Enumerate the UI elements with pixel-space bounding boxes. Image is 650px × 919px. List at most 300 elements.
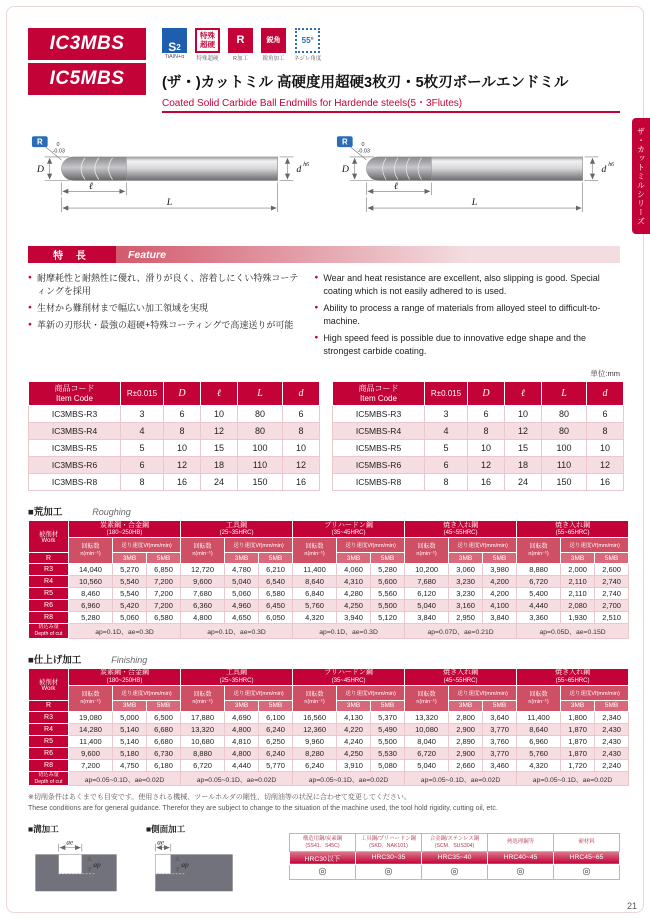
value-cell: 4,060 — [337, 564, 371, 576]
table-row — [29, 711, 629, 723]
ap-label: ap — [93, 860, 101, 869]
value-cell: 8 — [164, 423, 201, 440]
shank-section — [431, 157, 582, 181]
value-cell: 4,750 — [113, 759, 147, 771]
value-cell: 14,280 — [69, 723, 113, 735]
table-row — [29, 423, 320, 440]
value-cell: 4,310 — [337, 576, 371, 588]
value-cell: 4,320 — [517, 759, 561, 771]
value-cell: 4,800 — [225, 723, 259, 735]
page-title: (ザ・)カットミル 高硬度用超硬3枚刃・5枚刃ボールエンドミル — [162, 75, 569, 91]
row-label-cell: R8 — [29, 759, 69, 771]
value-cell: 4 — [425, 423, 468, 440]
dim-label-h6: h6 — [608, 161, 615, 168]
d-header: d — [587, 382, 624, 406]
condition-notes — [28, 793, 620, 815]
r-machining-caption: R加工 — [233, 56, 248, 62]
series-code-ic5mbs: IC5MBS — [28, 63, 146, 95]
feature-list-jp — [28, 272, 300, 362]
value-cell: 2,510 — [595, 612, 629, 624]
mb5-header: 5MB — [147, 700, 181, 711]
value-cell: 12 — [505, 423, 542, 440]
carbide-line2: 超硬 — [200, 39, 215, 49]
page-subtitle: Coated Solid Carbide Ball Endmills for Hardende steels(5・3Flutes) — [162, 94, 620, 113]
feature-item: ● High speed feed is possible due to innovative edge shape and the strongest carbide coating. — [314, 332, 620, 358]
value-cell: 8,640 — [517, 723, 561, 735]
value-cell: 5,140 — [113, 723, 147, 735]
value-cell: 8,040 — [405, 735, 449, 747]
row-label-cell: R6 — [29, 600, 69, 612]
value-cell: 2,000 — [561, 564, 595, 576]
rpm-feed-row — [29, 685, 629, 700]
value-cell: 4,440 — [225, 759, 259, 771]
mb3-header: 3MB — [225, 700, 259, 711]
row-label-cell: R4 — [29, 576, 69, 588]
mb3-header: 3MB — [337, 553, 371, 564]
material-group-header: 焼き入れ鋼 (55~65HRC) — [517, 521, 629, 538]
value-cell: 3 — [425, 406, 468, 423]
ap-label: ap — [181, 860, 189, 869]
value-cell: 5,540 — [113, 576, 147, 588]
value-cell: 11,400 — [293, 564, 337, 576]
value-cell: 5,060 — [225, 588, 259, 600]
tolerance-lower: -0.03 — [357, 148, 370, 155]
value-cell: 10 — [587, 440, 624, 457]
value-cell: 7,200 — [69, 759, 113, 771]
L-header: L — [542, 382, 587, 406]
r-tag-label: R — [341, 137, 348, 147]
value-cell: 80 — [542, 423, 587, 440]
dim-label-d: d — [296, 164, 302, 176]
value-cell: 11,400 — [517, 711, 561, 723]
L-header: L — [238, 382, 283, 406]
value-cell: 5,760 — [293, 600, 337, 612]
feed-header: 送り速度Vf(mm/min) — [561, 538, 629, 553]
value-cell: 10,680 — [181, 735, 225, 747]
depth-of-cut-row — [29, 624, 629, 639]
mb5-header: 5MB — [483, 700, 517, 711]
value-cell: 5 — [425, 440, 468, 457]
row-label-cell: R5 — [29, 588, 69, 600]
table-row — [333, 406, 624, 423]
spec-tables — [28, 381, 620, 491]
dim-label-D: D — [341, 164, 349, 176]
feature-item: ● Wear and heat resistance are excellent, also slipping is good. Special coating which is not easily adhered to is used. — [314, 272, 620, 298]
mb5-header: 5MB — [371, 553, 405, 564]
value-cell: 24 — [505, 474, 542, 491]
value-cell: 6,250 — [259, 735, 293, 747]
value-cell: 2,110 — [561, 576, 595, 588]
dim-label-L: L — [471, 197, 478, 209]
value-cell: 6,240 — [259, 723, 293, 735]
value-cell: 3,940 — [337, 612, 371, 624]
value-cell: 4,800 — [181, 612, 225, 624]
value-cell: 14,040 — [69, 564, 113, 576]
value-cell: 6,720 — [405, 747, 449, 759]
item-code-header: 商品コード Item Code — [29, 382, 121, 406]
material-header: 構造用鋼/炭素鋼 (SS41、S45C) — [290, 833, 356, 851]
hardness-cell: HRC30以下 — [290, 851, 356, 864]
value-cell: 5,180 — [113, 747, 147, 759]
value-cell: 4,220 — [337, 723, 371, 735]
mb3-header: 3MB — [561, 700, 595, 711]
material-name-row — [290, 833, 620, 851]
feature-list-en — [314, 272, 620, 362]
hardness-cell: HRC40~45 — [488, 851, 554, 864]
groove-diagram-drawing — [28, 837, 124, 897]
value-cell: 4,250 — [337, 747, 371, 759]
value-cell: 2,900 — [449, 747, 483, 759]
value-cell: 5,040 — [405, 759, 449, 771]
value-cell: 3,230 — [449, 576, 483, 588]
ic5mbs-spec-body — [333, 406, 624, 491]
value-cell: 80 — [238, 423, 283, 440]
value-cell: 6,100 — [259, 711, 293, 723]
value-cell: 4,280 — [337, 588, 371, 600]
hardness-cell: HRC45~65 — [554, 851, 620, 864]
material-group-header: 工具鋼 (25~35HRC) — [181, 521, 293, 538]
value-cell: 4,240 — [337, 735, 371, 747]
value-cell: 10,200 — [405, 564, 449, 576]
value-cell: 6,680 — [147, 735, 181, 747]
value-cell: 7,680 — [405, 576, 449, 588]
spec-header-row — [29, 382, 320, 406]
value-cell: 8,280 — [293, 747, 337, 759]
value-cell: 2,240 — [595, 759, 629, 771]
table-row — [333, 474, 624, 491]
value-cell: 8 — [121, 474, 164, 491]
table-row — [29, 564, 629, 576]
endmill-drawing-3flute — [28, 135, 315, 228]
value-cell: 12 — [201, 423, 238, 440]
value-cell: 2,740 — [595, 576, 629, 588]
feature-lists — [28, 272, 620, 362]
value-cell: 4,690 — [225, 711, 259, 723]
value-cell: 3 — [121, 406, 164, 423]
value-cell: 5 — [121, 440, 164, 457]
mb5-header: 5MB — [259, 553, 293, 564]
value-cell: 6 — [468, 406, 505, 423]
series-side-tab: ザ・カットミルシリーズ — [632, 118, 650, 234]
mb3-header: 3MB — [449, 553, 483, 564]
ae-label: ae — [157, 838, 165, 847]
ic3mbs-spec-table — [28, 381, 320, 491]
value-cell: 3,770 — [483, 723, 517, 735]
r-header: R±0.015 — [425, 382, 468, 406]
value-cell: 1,800 — [561, 711, 595, 723]
value-cell: 10 — [201, 406, 238, 423]
rpm-header: 回転数 n(min⁻¹) — [517, 538, 561, 564]
value-cell: 18 — [201, 457, 238, 474]
value-cell: 4,100 — [483, 600, 517, 612]
value-cell: 13,320 — [405, 711, 449, 723]
carbide-icon-group — [195, 28, 220, 66]
material-group-header: 炭素鋼・合金鋼 (180~250HB) — [69, 668, 181, 685]
value-cell: 5,370 — [371, 711, 405, 723]
helix-angle-icon: 55° — [295, 28, 320, 53]
value-cell: 10 — [468, 440, 505, 457]
value-cell: 6,120 — [405, 588, 449, 600]
value-cell: 9,600 — [69, 747, 113, 759]
row-label-cell: R6 — [29, 747, 69, 759]
value-cell: 2,340 — [595, 711, 629, 723]
value-cell: 7,200 — [147, 600, 181, 612]
value-cell: 2,900 — [449, 723, 483, 735]
material-header: 合金鋼/ステンレス鋼 (SCM、SUS304) — [422, 833, 488, 851]
D-header: D — [468, 382, 505, 406]
suitability-mark: ◎ — [554, 864, 620, 879]
feed-header: 送り速度Vf(mm/min) — [225, 538, 293, 553]
value-cell: 150 — [542, 474, 587, 491]
flute-length-header: ℓ — [201, 382, 238, 406]
value-cell: 12,360 — [293, 723, 337, 735]
material-group-row — [29, 521, 629, 538]
value-cell: 4,960 — [225, 600, 259, 612]
table-row — [333, 423, 624, 440]
value-cell: 6,580 — [147, 612, 181, 624]
material-group-header: 焼き入れ鋼 (55~65HRC) — [517, 668, 629, 685]
mb3-header: 3MB — [337, 700, 371, 711]
value-cell: 6,240 — [259, 747, 293, 759]
table-row — [29, 588, 629, 600]
hardness-cell: HRC30~35 — [356, 851, 422, 864]
value-cell: 16 — [468, 474, 505, 491]
value-cell: 1,870 — [561, 723, 595, 735]
value-cell: 4,780 — [225, 564, 259, 576]
value-cell: 3,910 — [337, 759, 371, 771]
feature-item: ● 革新の刃形状・最強の超硬+特殊コーティングで高速送りが可能 — [28, 319, 300, 332]
dim-label-L: L — [166, 197, 173, 209]
value-cell: 2,740 — [595, 588, 629, 600]
material-group-header: 炭素鋼・合金鋼 (180~250HB) — [69, 521, 181, 538]
table-row — [29, 735, 629, 747]
value-cell: 13,320 — [181, 723, 225, 735]
carbide-line1: 特殊 — [200, 31, 215, 41]
dim-label-D: D — [36, 164, 44, 176]
value-cell: 4,800 — [225, 747, 259, 759]
feature-title-en: Feature — [116, 246, 620, 263]
value-cell: 5,530 — [371, 747, 405, 759]
value-cell: 6,850 — [147, 564, 181, 576]
rpm-header: 回転数 n(min⁻¹) — [405, 685, 449, 711]
finishing-section-label: ■仕上げ加工 Finishing — [28, 654, 148, 666]
note-jp: ※切削条件はあくまでも目安です。使用される機械、ツールホルダの剛性、切削油等の状況に合わせて変更してください。 — [28, 794, 411, 802]
depth-label: 切込み量 Depth of cut — [29, 624, 69, 639]
value-cell: 5,270 — [113, 564, 147, 576]
s2-subscript: 2 — [176, 43, 181, 52]
feature-title-jp: 特 長 — [28, 246, 116, 263]
value-cell: 16 — [283, 474, 320, 491]
value-cell: 5,000 — [113, 711, 147, 723]
depth-value: ap=0.05D、ae=0.15D — [517, 624, 629, 639]
depth-value: ap=0.05~0.1D、ae=0.02D — [293, 771, 405, 786]
value-cell: 3,840 — [483, 612, 517, 624]
mb3-header: 3MB — [113, 553, 147, 564]
spec-header-row — [333, 382, 624, 406]
depth-value: ap=0.07D、ae=0.21D — [405, 624, 517, 639]
suitability-row — [290, 864, 620, 879]
suitability-mark: ◎ — [488, 864, 554, 879]
r-header: R±0.015 — [121, 382, 164, 406]
note-en: These conditions are for general guidance. Therefor they are subject to change to the situation of the machine used, the tool hold rigidity, cutting oil, etc. — [28, 805, 498, 813]
value-cell: 10,560 — [69, 576, 113, 588]
rpm-header: 回転数 n(min⁻¹) — [517, 685, 561, 711]
ae-label: ae — [66, 838, 74, 847]
value-cell: 16,560 — [293, 711, 337, 723]
row-label-cell: R3 — [29, 711, 69, 723]
row-label-cell: R4 — [29, 723, 69, 735]
depth-value: ap=0.1D、ae=0.3D — [69, 624, 181, 639]
value-cell: 5,280 — [69, 612, 113, 624]
value-cell: 6,210 — [259, 564, 293, 576]
tolerance-upper: 0 — [56, 142, 60, 149]
feed-header: 送り速度Vf(mm/min) — [449, 685, 517, 700]
flute-length-header: ℓ — [505, 382, 542, 406]
value-cell: 6,840 — [293, 588, 337, 600]
value-cell: 3,640 — [483, 711, 517, 723]
table-row — [29, 457, 320, 474]
rpm-header: 回転数 n(min⁻¹) — [69, 685, 113, 711]
row-label-cell: IC3MBS-R3 — [29, 406, 121, 423]
feed-header: 送り速度Vf(mm/min) — [449, 538, 517, 553]
feature-item: ● 耐摩耗性と耐熱性に優れ、滑りが良く、溶着しにくい特殊コーティングを採用 — [28, 272, 300, 298]
hardness-row — [290, 851, 620, 864]
value-cell: 8,460 — [69, 588, 113, 600]
value-cell: 5,540 — [113, 588, 147, 600]
coating-caption: TiAlN+α — [164, 54, 185, 60]
mb5-header: 5MB — [595, 700, 629, 711]
value-cell: 6 — [425, 457, 468, 474]
mb5-header: 5MB — [147, 553, 181, 564]
value-cell: 10 — [283, 440, 320, 457]
value-cell: 5,560 — [371, 588, 405, 600]
value-cell: 8,880 — [181, 747, 225, 759]
value-cell: 5,500 — [371, 735, 405, 747]
value-cell: 1,870 — [561, 747, 595, 759]
row-label-cell: IC5MBS-R8 — [333, 474, 425, 491]
value-cell: 1,930 — [561, 612, 595, 624]
value-cell: 5,490 — [371, 723, 405, 735]
depth-value: ap=0.1D、ae=0.3D — [181, 624, 293, 639]
page-number: 21 — [626, 901, 637, 911]
unit-label: 単位:mm — [590, 369, 620, 379]
s2-letter: S — [168, 40, 177, 54]
row-label-cell: IC3MBS-R8 — [29, 474, 121, 491]
depth-of-cut-row — [29, 771, 629, 786]
feed-header: 送り速度Vf(mm/min) — [225, 685, 293, 700]
side-label: ■側面加工 — [146, 823, 186, 834]
value-cell: 11,400 — [69, 735, 113, 747]
value-cell: 5,600 — [371, 576, 405, 588]
r-machining-icon-group — [228, 28, 253, 66]
mb5-header: 5MB — [259, 700, 293, 711]
value-cell: 6,450 — [259, 600, 293, 612]
mb5-header: 5MB — [483, 553, 517, 564]
value-cell: 5,040 — [225, 576, 259, 588]
value-cell: 110 — [238, 457, 283, 474]
mb3-header: 3MB — [113, 700, 147, 711]
value-cell: 2,950 — [449, 612, 483, 624]
sharp-edge-caption: 鋭角加工 — [262, 56, 285, 62]
value-cell: 2,700 — [595, 600, 629, 612]
coating-s2-icon — [162, 28, 187, 53]
value-cell: 8,640 — [293, 576, 337, 588]
rpm-header: 回転数 n(min⁻¹) — [181, 685, 225, 711]
value-cell: 16 — [587, 474, 624, 491]
value-cell: 5,280 — [371, 564, 405, 576]
value-cell: 6,360 — [181, 600, 225, 612]
value-cell: 6,540 — [259, 576, 293, 588]
row-label-cell: IC3MBS-R6 — [29, 457, 121, 474]
value-cell: 8 — [283, 423, 320, 440]
value-cell: 15 — [201, 440, 238, 457]
value-cell: 5,760 — [517, 747, 561, 759]
table-row — [29, 723, 629, 735]
carbide-caption: 特殊超硬 — [196, 56, 219, 62]
value-cell: 80 — [542, 406, 587, 423]
mb5-header: 5MB — [371, 700, 405, 711]
value-cell: 6,960 — [517, 735, 561, 747]
row-label-cell: IC5MBS-R3 — [333, 406, 425, 423]
value-cell: 5,080 — [371, 759, 405, 771]
value-cell: 2,430 — [595, 723, 629, 735]
D-header: D — [164, 382, 201, 406]
value-cell: 2,660 — [449, 759, 483, 771]
hardness-cell: HRC35~40 — [422, 851, 488, 864]
item-code-header: 商品コード Item Code — [333, 382, 425, 406]
value-cell: 10 — [164, 440, 201, 457]
value-cell: 5,500 — [371, 600, 405, 612]
side-cutting-diagram — [146, 823, 250, 902]
value-cell: 8 — [425, 474, 468, 491]
value-cell: 6 — [587, 406, 624, 423]
suitability-mark: ◎ — [290, 864, 356, 879]
dim-label-flute-length: ℓ — [88, 180, 93, 192]
value-cell: 6 — [283, 406, 320, 423]
material-group-header: プリハードン鋼 (35~45HRC) — [293, 521, 405, 538]
value-cell: 4,320 — [293, 612, 337, 624]
row-label-cell: IC5MBS-R6 — [333, 457, 425, 474]
value-cell: 4,250 — [337, 600, 371, 612]
value-cell: 10 — [505, 406, 542, 423]
value-cell: 3,980 — [483, 564, 517, 576]
value-cell: 12 — [587, 457, 624, 474]
row-label-cell: R8 — [29, 612, 69, 624]
dim-label-d: d — [601, 164, 607, 176]
table-row — [29, 600, 629, 612]
value-cell: 1,870 — [561, 735, 595, 747]
table-row — [29, 612, 629, 624]
value-cell: 19,080 — [69, 711, 113, 723]
feed-header: 送り速度Vf(mm/min) — [337, 538, 405, 553]
material-group-header: 焼き入れ鋼 (45~55HRC) — [405, 521, 517, 538]
value-cell: 2,800 — [449, 711, 483, 723]
value-cell: 7,200 — [147, 588, 181, 600]
feed-header: 送り速度Vf(mm/min) — [337, 685, 405, 700]
roughing-body — [29, 564, 629, 624]
mb3-header: 3MB — [225, 553, 259, 564]
value-cell: 2,110 — [561, 588, 595, 600]
value-cell: 6 — [164, 406, 201, 423]
value-cell: 24 — [201, 474, 238, 491]
value-cell: 10,080 — [405, 723, 449, 735]
feature-item: ● 生材から難削材まで幅広い加工領域を実現 — [28, 302, 300, 315]
depth-label: 切込み量 Depth of cut — [29, 771, 69, 786]
material-group-header: 焼き入れ鋼 (45~55HRC) — [405, 668, 517, 685]
bottom-section — [28, 823, 620, 902]
value-cell: 3,770 — [483, 747, 517, 759]
groove-label: ■溝加工 — [28, 823, 59, 834]
